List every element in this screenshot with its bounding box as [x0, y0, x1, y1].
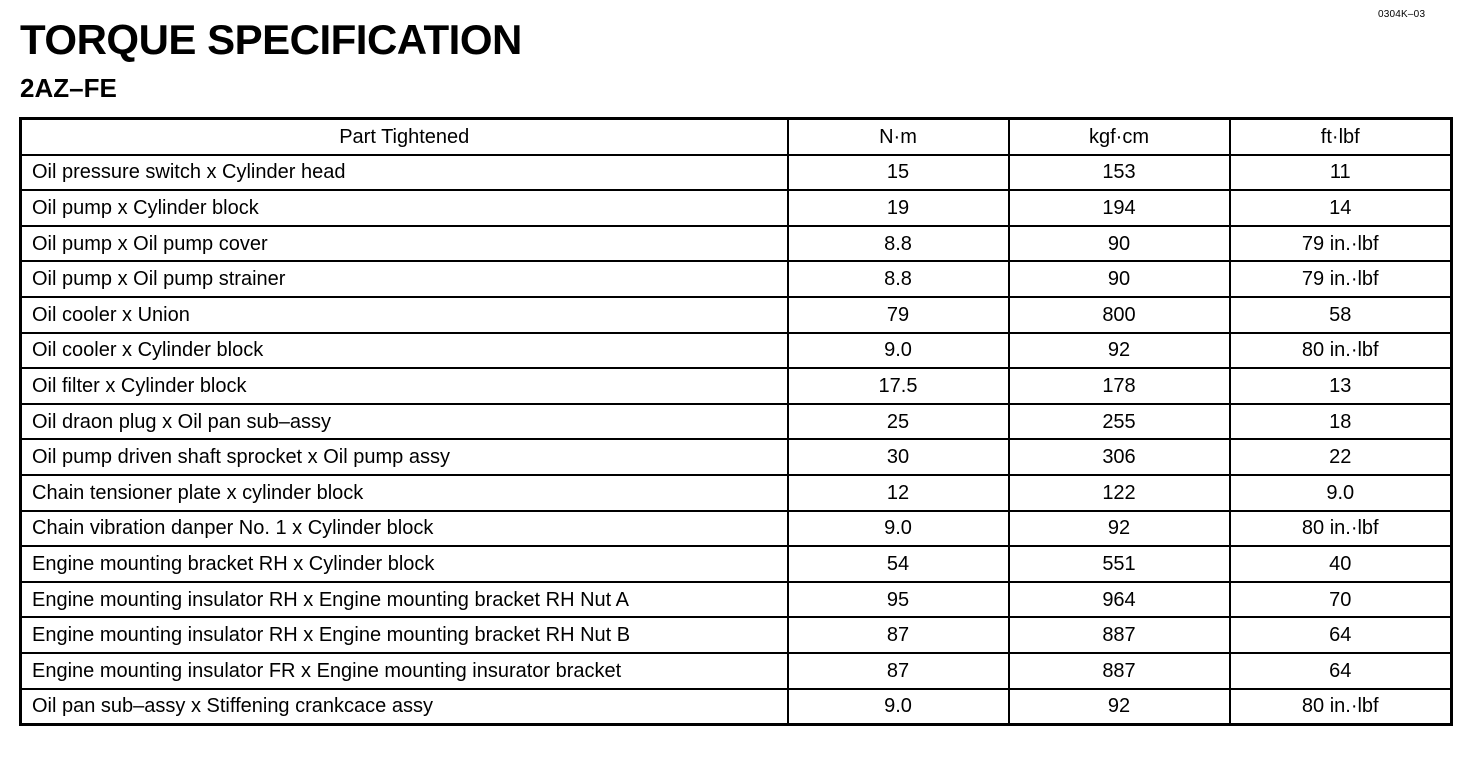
cell-kgf-cm: 90 — [1009, 226, 1230, 262]
cell-nm: 95 — [788, 582, 1009, 618]
cell-part: Oil pan sub–assy x Stiffening crankcace assy — [21, 689, 788, 725]
cell-part: Oil pump driven shaft sprocket x Oil pump assy — [21, 439, 788, 475]
cell-part: Oil cooler x Union — [21, 297, 788, 333]
cell-nm: 9.0 — [788, 511, 1009, 547]
cell-part: Engine mounting insulator FR x Engine mounting insurator bracket — [21, 653, 788, 689]
cell-part: Oil pump x Oil pump cover — [21, 226, 788, 262]
table-row — [21, 439, 1452, 475]
table-row — [21, 475, 1452, 511]
table-row — [21, 333, 1452, 369]
cell-nm: 8.8 — [788, 226, 1009, 262]
cell-part: Engine mounting insulator RH x Engine mounting bracket RH Nut A — [21, 582, 788, 618]
cell-part: Oil pump x Cylinder block — [21, 190, 788, 226]
cell-part: Chain vibration danper No. 1 x Cylinder block — [21, 511, 788, 547]
table-row — [21, 226, 1452, 262]
header-part-tightened: Part Tightened — [21, 119, 788, 155]
cell-nm: 12 — [788, 475, 1009, 511]
cell-ft-lbf: 13 — [1230, 368, 1452, 404]
cell-nm: 25 — [788, 404, 1009, 440]
cell-nm: 30 — [788, 439, 1009, 475]
cell-kgf-cm: 178 — [1009, 368, 1230, 404]
table-header-row — [21, 119, 1452, 155]
cell-ft-lbf: 80 in.·lbf — [1230, 689, 1452, 725]
cell-ft-lbf: 18 — [1230, 404, 1452, 440]
cell-nm: 87 — [788, 617, 1009, 653]
document-code: 0304K–03 — [1378, 9, 1426, 20]
cell-ft-lbf: 64 — [1230, 653, 1452, 689]
cell-kgf-cm: 153 — [1009, 155, 1230, 191]
cell-part: Oil pump x Oil pump strainer — [21, 261, 788, 297]
cell-nm: 17.5 — [788, 368, 1009, 404]
cell-ft-lbf: 58 — [1230, 297, 1452, 333]
table-row — [21, 582, 1452, 618]
cell-ft-lbf: 22 — [1230, 439, 1452, 475]
cell-nm: 87 — [788, 653, 1009, 689]
cell-ft-lbf: 80 in.·lbf — [1230, 333, 1452, 369]
cell-nm: 79 — [788, 297, 1009, 333]
cell-part: Oil cooler x Cylinder block — [21, 333, 788, 369]
header-nm: N·m — [788, 119, 1009, 155]
cell-part: Oil draon plug x Oil pan sub–assy — [21, 404, 788, 440]
cell-part: Engine mounting bracket RH x Cylinder block — [21, 546, 788, 582]
cell-ft-lbf: 11 — [1230, 155, 1452, 191]
cell-nm: 9.0 — [788, 689, 1009, 725]
table-row — [21, 404, 1452, 440]
engine-model-subtitle: 2AZ–FE — [20, 73, 117, 103]
cell-kgf-cm: 122 — [1009, 475, 1230, 511]
page-title: TORQUE SPECIFICATION — [20, 16, 522, 63]
cell-kgf-cm: 887 — [1009, 653, 1230, 689]
cell-kgf-cm: 887 — [1009, 617, 1230, 653]
cell-ft-lbf: 14 — [1230, 190, 1452, 226]
cell-ft-lbf: 9.0 — [1230, 475, 1452, 511]
cell-kgf-cm: 92 — [1009, 333, 1230, 369]
cell-ft-lbf: 40 — [1230, 546, 1452, 582]
table-row — [21, 546, 1452, 582]
table-row — [21, 190, 1452, 226]
cell-nm: 19 — [788, 190, 1009, 226]
cell-kgf-cm: 194 — [1009, 190, 1230, 226]
header-kgf-cm: kgf·cm — [1009, 119, 1230, 155]
cell-nm: 8.8 — [788, 261, 1009, 297]
table-row — [21, 511, 1452, 547]
cell-kgf-cm: 92 — [1009, 511, 1230, 547]
cell-nm: 15 — [788, 155, 1009, 191]
header-ft-lbf: ft·lbf — [1230, 119, 1452, 155]
cell-ft-lbf: 79 in.·lbf — [1230, 261, 1452, 297]
cell-nm: 54 — [788, 546, 1009, 582]
cell-part: Oil filter x Cylinder block — [21, 368, 788, 404]
cell-kgf-cm: 92 — [1009, 689, 1230, 725]
cell-part: Oil pressure switch x Cylinder head — [21, 155, 788, 191]
table-row — [21, 297, 1452, 333]
cell-kgf-cm: 551 — [1009, 546, 1230, 582]
cell-kgf-cm: 306 — [1009, 439, 1230, 475]
table-row — [21, 155, 1452, 191]
cell-nm: 9.0 — [788, 333, 1009, 369]
cell-ft-lbf: 80 in.·lbf — [1230, 511, 1452, 547]
cell-ft-lbf: 79 in.·lbf — [1230, 226, 1452, 262]
table-row — [21, 689, 1452, 725]
cell-kgf-cm: 255 — [1009, 404, 1230, 440]
cell-kgf-cm: 90 — [1009, 261, 1230, 297]
cell-kgf-cm: 800 — [1009, 297, 1230, 333]
torque-spec-table — [19, 117, 1453, 726]
table-row — [21, 617, 1452, 653]
cell-ft-lbf: 70 — [1230, 582, 1452, 618]
cell-ft-lbf: 64 — [1230, 617, 1452, 653]
cell-kgf-cm: 964 — [1009, 582, 1230, 618]
cell-part: Chain tensioner plate x cylinder block — [21, 475, 788, 511]
table-row — [21, 261, 1452, 297]
table-row — [21, 368, 1452, 404]
table-row — [21, 653, 1452, 689]
cell-part: Engine mounting insulator RH x Engine mounting bracket RH Nut B — [21, 617, 788, 653]
